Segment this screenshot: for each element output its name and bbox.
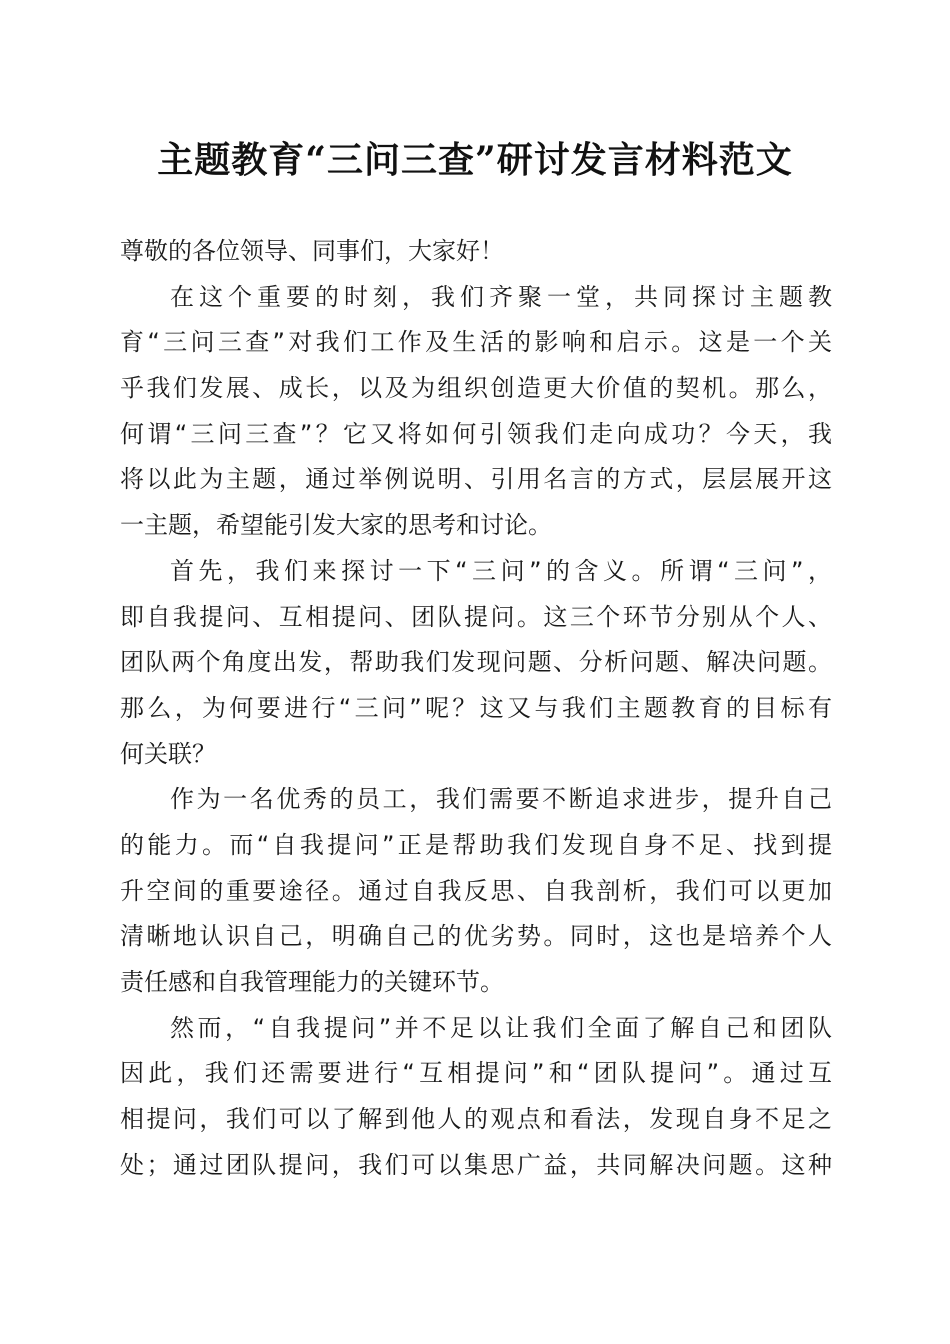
paragraph-2-line-4: 那么，为何要进行“三问”呢？这又与我们主题教育的目标有 — [120, 693, 832, 722]
document-title: 主题教育“三问三查”研讨发言材料范文 — [157, 139, 793, 181]
paragraph-2-line-3: 团队两个角度出发，帮助我们发现问题、分析问题、解决问题。 — [120, 648, 832, 677]
document-body — [120, 229, 832, 1188]
paragraph-4-line-2: 因此，我们还需要进行“互相提问”和“团队提问”。通过互 — [120, 1059, 832, 1088]
paragraph-3-line-1: 作为一名优秀的员工，我们需要不断追求进步，提升自己 — [170, 785, 832, 814]
paragraph-3-line-3: 升空间的重要途径。通过自我反思、自我剖析，我们可以更加 — [120, 876, 832, 905]
paragraph-1-line-6: 一主题，希望能引发大家的思考和讨论。 — [120, 511, 552, 540]
paragraph-1-line-5: 将以此为主题，通过举例说明、引用名言的方式，层层展开这 — [120, 465, 832, 494]
paragraph-1-line-3: 乎我们发展、成长，以及为组织创造更大价值的契机。那么， — [120, 374, 832, 403]
paragraph-3-line-2: 的能力。而“自我提问”正是帮助我们发现自身不足、找到提 — [120, 830, 832, 859]
paragraph-1-line-4: 何谓“三问三查”？它又将如何引领我们走向成功？今天，我 — [120, 419, 832, 448]
paragraph-2-line-5: 何关联？ — [120, 739, 216, 768]
greeting-line: 尊敬的各位领导、同事们，大家好！ — [120, 237, 504, 265]
paragraph-2-line-2: 即自我提问、互相提问、团队提问。这三个环节分别从个人、 — [120, 602, 832, 631]
paragraph-1-line-1: 在这个重要的时刻，我们齐聚一堂，共同探讨主题教 — [170, 282, 832, 311]
paragraph-4-line-1: 然而，“自我提问”并不足以让我们全面了解自己和团队 — [170, 1013, 832, 1042]
paragraph-4-line-4: 处；通过团队提问，我们可以集思广益，共同解决问题。这种 — [120, 1150, 832, 1179]
paragraph-3-line-4: 清晰地认识自己，明确自己的优劣势。同时，这也是培养个人 — [120, 922, 832, 951]
paragraph-2-line-1: 首先，我们来探讨一下“三问”的含义。所谓“三问”， — [170, 556, 832, 585]
paragraph-4-line-3: 相提问，我们可以了解到他人的观点和看法，发现自身不足之 — [120, 1105, 832, 1134]
paragraph-3-line-5: 责任感和自我管理能力的关键环节。 — [120, 968, 504, 996]
paragraph-1-line-2: 育“三问三查”对我们工作及生活的影响和启示。这是一个关 — [120, 328, 832, 357]
